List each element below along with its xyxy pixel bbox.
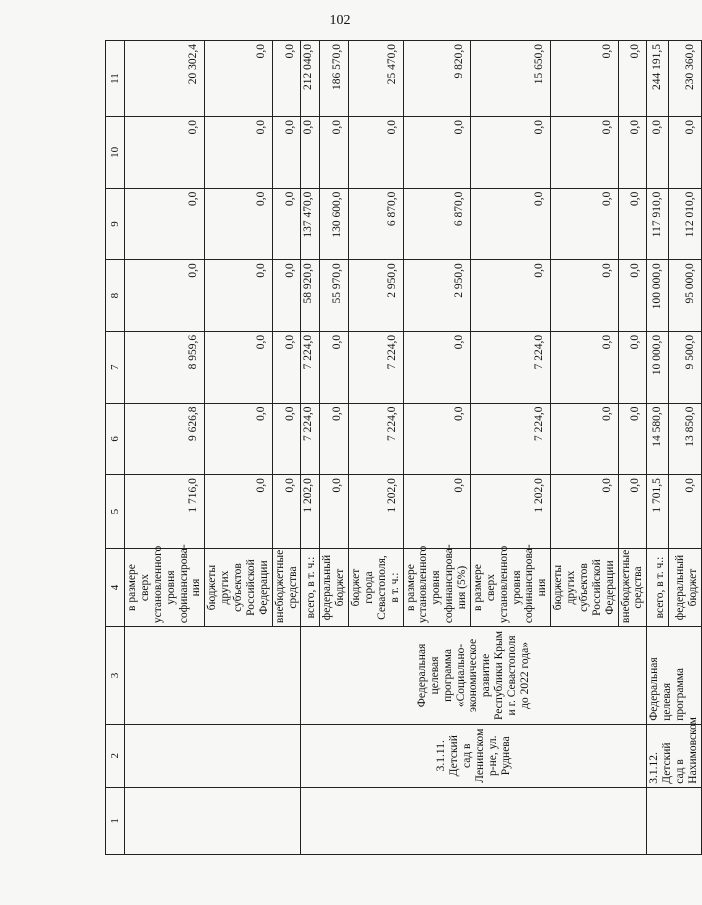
value-cell: 100 000,0 — [647, 260, 669, 332]
item-number-cell — [301, 787, 647, 854]
value-cell: 0,0 — [205, 475, 272, 549]
value-cell: 186 570,0 — [320, 41, 349, 117]
value-cell: 20 302,4 — [125, 41, 205, 117]
value-cell: 7 224,0 — [349, 403, 404, 475]
value-cell: 0,0 — [125, 117, 205, 189]
value-cell: 0,0 — [551, 41, 618, 117]
value-cell: 0,0 — [618, 117, 647, 189]
value-cell: 7 224,0 — [470, 403, 550, 475]
value-cell: 0,0 — [618, 403, 647, 475]
value-cell: 0,0 — [320, 475, 349, 549]
value-cell: 0,0 — [551, 475, 618, 549]
value-cell: 14 580,0 — [647, 403, 669, 475]
source-cell: внебюджетные средства — [618, 548, 647, 626]
value-cell: 1 202,0 — [349, 475, 404, 549]
value-cell: 2 950,0 — [349, 260, 404, 332]
value-cell: 0,0 — [470, 188, 550, 260]
source-cell: всего, в т. ч.: — [647, 548, 669, 626]
value-cell: 1 202,0 — [301, 475, 320, 549]
budget-table — [105, 40, 702, 855]
value-cell: 0,0 — [272, 188, 301, 260]
source-cell: бюджет города Севастополя, в т. ч.: — [349, 548, 404, 626]
value-cell: 8 959,6 — [125, 331, 205, 403]
value-cell: 0,0 — [618, 41, 647, 117]
value-cell: 0,0 — [205, 403, 272, 475]
value-cell: 0,0 — [272, 117, 301, 189]
value-cell: 0,0 — [301, 117, 320, 189]
empty-cell — [125, 627, 301, 725]
value-cell: 6 870,0 — [403, 188, 470, 260]
value-cell: 0,0 — [470, 260, 550, 332]
value-cell: 9 626,8 — [125, 403, 205, 475]
value-cell: 0,0 — [125, 188, 205, 260]
value-cell: 0,0 — [551, 117, 618, 189]
header-cell: 2 — [106, 724, 125, 787]
header-cell: 10 — [106, 117, 125, 189]
value-cell: 95 000,0 — [668, 260, 701, 332]
value-cell: 117 910,0 — [647, 188, 669, 260]
value-cell: 0,0 — [470, 117, 550, 189]
header-cell: 3 — [106, 627, 125, 725]
value-cell: 0,0 — [618, 188, 647, 260]
empty-cell — [125, 787, 301, 854]
header-row — [106, 41, 125, 855]
value-cell: 55 970,0 — [320, 260, 349, 332]
value-cell: 0,0 — [551, 188, 618, 260]
header-cell: 5 — [106, 475, 125, 549]
header-cell: 7 — [106, 331, 125, 403]
source-cell: в размере сверх установленного уровня софинансирова-ния — [470, 548, 550, 626]
source-cell: в размере сверх установленного уровня софинансирова-ния — [125, 548, 205, 626]
value-cell: 0,0 — [205, 117, 272, 189]
value-cell: 0,0 — [403, 331, 470, 403]
source-cell: федеральный бюджет — [668, 548, 701, 626]
header-cell: 8 — [106, 260, 125, 332]
value-cell: 7 224,0 — [301, 331, 320, 403]
header-cell: 6 — [106, 403, 125, 475]
value-cell: 0,0 — [125, 260, 205, 332]
table-row — [301, 41, 320, 855]
program-cell: Федеральная целевая программа — [647, 627, 702, 725]
value-cell: 7 224,0 — [301, 403, 320, 475]
source-cell: всего, в т. ч.: — [301, 548, 320, 626]
value-cell: 0,0 — [668, 117, 701, 189]
value-cell: 0,0 — [205, 331, 272, 403]
value-cell: 7 224,0 — [349, 331, 404, 403]
source-cell: в размере установленного уровня софинансирова-ния (5%) — [403, 548, 470, 626]
value-cell: 0,0 — [349, 117, 404, 189]
value-cell: 0,0 — [320, 403, 349, 475]
value-cell: 0,0 — [272, 475, 301, 549]
object-name-cell: 3.1.11. Детский сад в Ленинском р-не, ул. Руднева — [301, 724, 647, 787]
value-cell: 244 191,5 — [647, 41, 669, 117]
value-cell: 0,0 — [205, 41, 272, 117]
value-cell: 0,0 — [647, 117, 669, 189]
value-cell: 0,0 — [272, 41, 301, 117]
value-cell: 1 202,0 — [470, 475, 550, 549]
header-cell: 4 — [106, 548, 125, 626]
value-cell: 0,0 — [272, 331, 301, 403]
value-cell: 25 470,0 — [349, 41, 404, 117]
value-cell: 13 850,0 — [668, 403, 701, 475]
value-cell: 0,0 — [551, 403, 618, 475]
value-cell: 0,0 — [403, 403, 470, 475]
source-cell: бюджеты других субъектов Российской Федерации — [551, 548, 618, 626]
value-cell: 0,0 — [403, 117, 470, 189]
table-row — [125, 41, 205, 855]
value-cell: 10 000,0 — [647, 331, 669, 403]
value-cell: 0,0 — [205, 188, 272, 260]
object-name-cell: 3.1.12. Детский сад в Нахимовском — [647, 724, 702, 787]
source-cell: бюджеты других субъектов Российской Федерации — [205, 548, 272, 626]
value-cell: 9 500,0 — [668, 331, 701, 403]
value-cell: 0,0 — [668, 475, 701, 549]
value-cell: 0,0 — [551, 331, 618, 403]
empty-cell — [125, 724, 301, 787]
item-number-cell — [647, 787, 702, 854]
value-cell: 230 360,0 — [668, 41, 701, 117]
value-cell: 9 820,0 — [403, 41, 470, 117]
value-cell: 0,0 — [205, 260, 272, 332]
value-cell: 58 920,0 — [301, 260, 320, 332]
value-cell: 0,0 — [618, 475, 647, 549]
value-cell: 2 950,0 — [403, 260, 470, 332]
table-row — [647, 41, 669, 855]
value-cell: 0,0 — [272, 403, 301, 475]
rotated-table-wrapper — [105, 40, 699, 855]
value-cell: 137 470,0 — [301, 188, 320, 260]
value-cell: 0,0 — [551, 260, 618, 332]
value-cell: 0,0 — [320, 331, 349, 403]
source-cell: внебюджетные средства — [272, 548, 301, 626]
value-cell: 1 716,0 — [125, 475, 205, 549]
value-cell: 112 010,0 — [668, 188, 701, 260]
value-cell: 0,0 — [618, 331, 647, 403]
header-cell: 11 — [106, 41, 125, 117]
header-cell: 9 — [106, 188, 125, 260]
value-cell: 130 600,0 — [320, 188, 349, 260]
value-cell: 1 701,5 — [647, 475, 669, 549]
header-cell: 1 — [106, 787, 125, 854]
page-number: 102 — [329, 13, 351, 28]
value-cell: 0,0 — [618, 260, 647, 332]
value-cell: 0,0 — [320, 117, 349, 189]
value-cell: 0,0 — [403, 475, 470, 549]
value-cell: 6 870,0 — [349, 188, 404, 260]
value-cell: 7 224,0 — [470, 331, 550, 403]
value-cell: 15 650,0 — [470, 41, 550, 117]
program-cell: Федеральная целевая программа «Социально-экономическое развитие Республики Крым и г. Севастополя до 2022 года» — [301, 627, 647, 725]
source-cell: федеральный бюджет — [320, 548, 349, 626]
value-cell: 212 040,0 — [301, 41, 320, 117]
value-cell: 0,0 — [272, 260, 301, 332]
